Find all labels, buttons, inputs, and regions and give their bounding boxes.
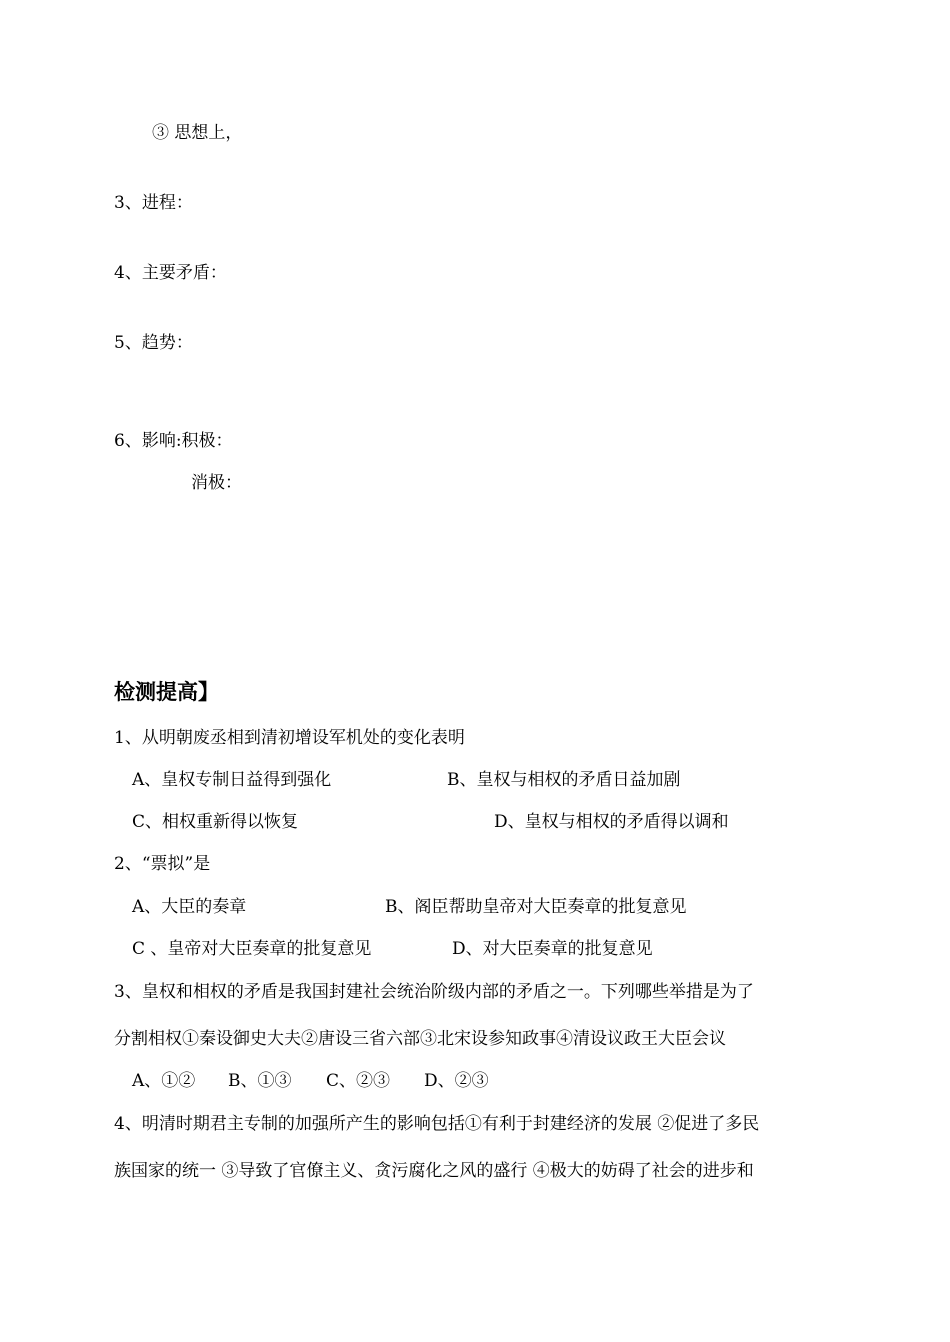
question-4-stem-line-2: 族国家的统一 ③导致了官僚主义、贪污腐化之风的盛行 ④极大的妨碍了社会的进步和 (114, 1161, 754, 1181)
question-2-option-c: C 、皇帝对大臣奏章的批复意见 (132, 939, 372, 959)
outline-item-impact-negative: 消极： (191, 473, 242, 493)
question-3-option-c: C、②③ (326, 1071, 391, 1091)
question-2-option-b: B、阁臣帮助皇帝对大臣奏章的批复意见 (385, 897, 687, 917)
outline-item-process: 3、进程： (114, 193, 193, 213)
question-2-stem: 2、“票拟”是 (114, 854, 211, 874)
question-3-stem-line-1: 3、皇权和相权的矛盾是我国封建社会统治阶级内部的矛盾之一。下列哪些举措是为了 (114, 982, 754, 1002)
question-1-stem: 1、从明朝废丞相到清初增设军机处的变化表明 (114, 728, 465, 748)
question-2-option-a: A、大臣的奏章 (132, 897, 247, 917)
outline-item-impact-positive: 6、影响:积极： (114, 431, 233, 451)
question-3-option-a: A、①② (132, 1071, 196, 1091)
question-1-option-c: C、相权重新得以恢复 (132, 812, 299, 832)
outline-item-trend: 5、趋势： (114, 333, 193, 353)
question-4-stem-line-1: 4、明清时期君主专制的加强所产生的影响包括①有利于封建经济的发展 ②促进了多民 (114, 1114, 760, 1134)
question-1-option-b: B、皇权与相权的矛盾日益加剧 (447, 770, 681, 790)
question-1-option-d: D、皇权与相权的矛盾得以调和 (494, 812, 729, 832)
outline-item-thought: ③ 思想上， (152, 123, 243, 143)
question-3-option-d: D、②③ (424, 1071, 489, 1091)
question-2-option-d: D、对大臣奏章的批复意见 (452, 939, 653, 959)
section-title: 检测提高】 (114, 680, 219, 704)
question-3-stem-line-2: 分割相权①秦设御史大夫②唐设三省六部③北宋设参知政事④清设议政王大臣会议 (114, 1029, 726, 1049)
question-3-option-b: B、①③ (228, 1071, 292, 1091)
question-1-option-a: A、皇权专制日益得到强化 (132, 770, 332, 790)
outline-item-contradiction: 4、主要矛盾： (114, 263, 227, 283)
